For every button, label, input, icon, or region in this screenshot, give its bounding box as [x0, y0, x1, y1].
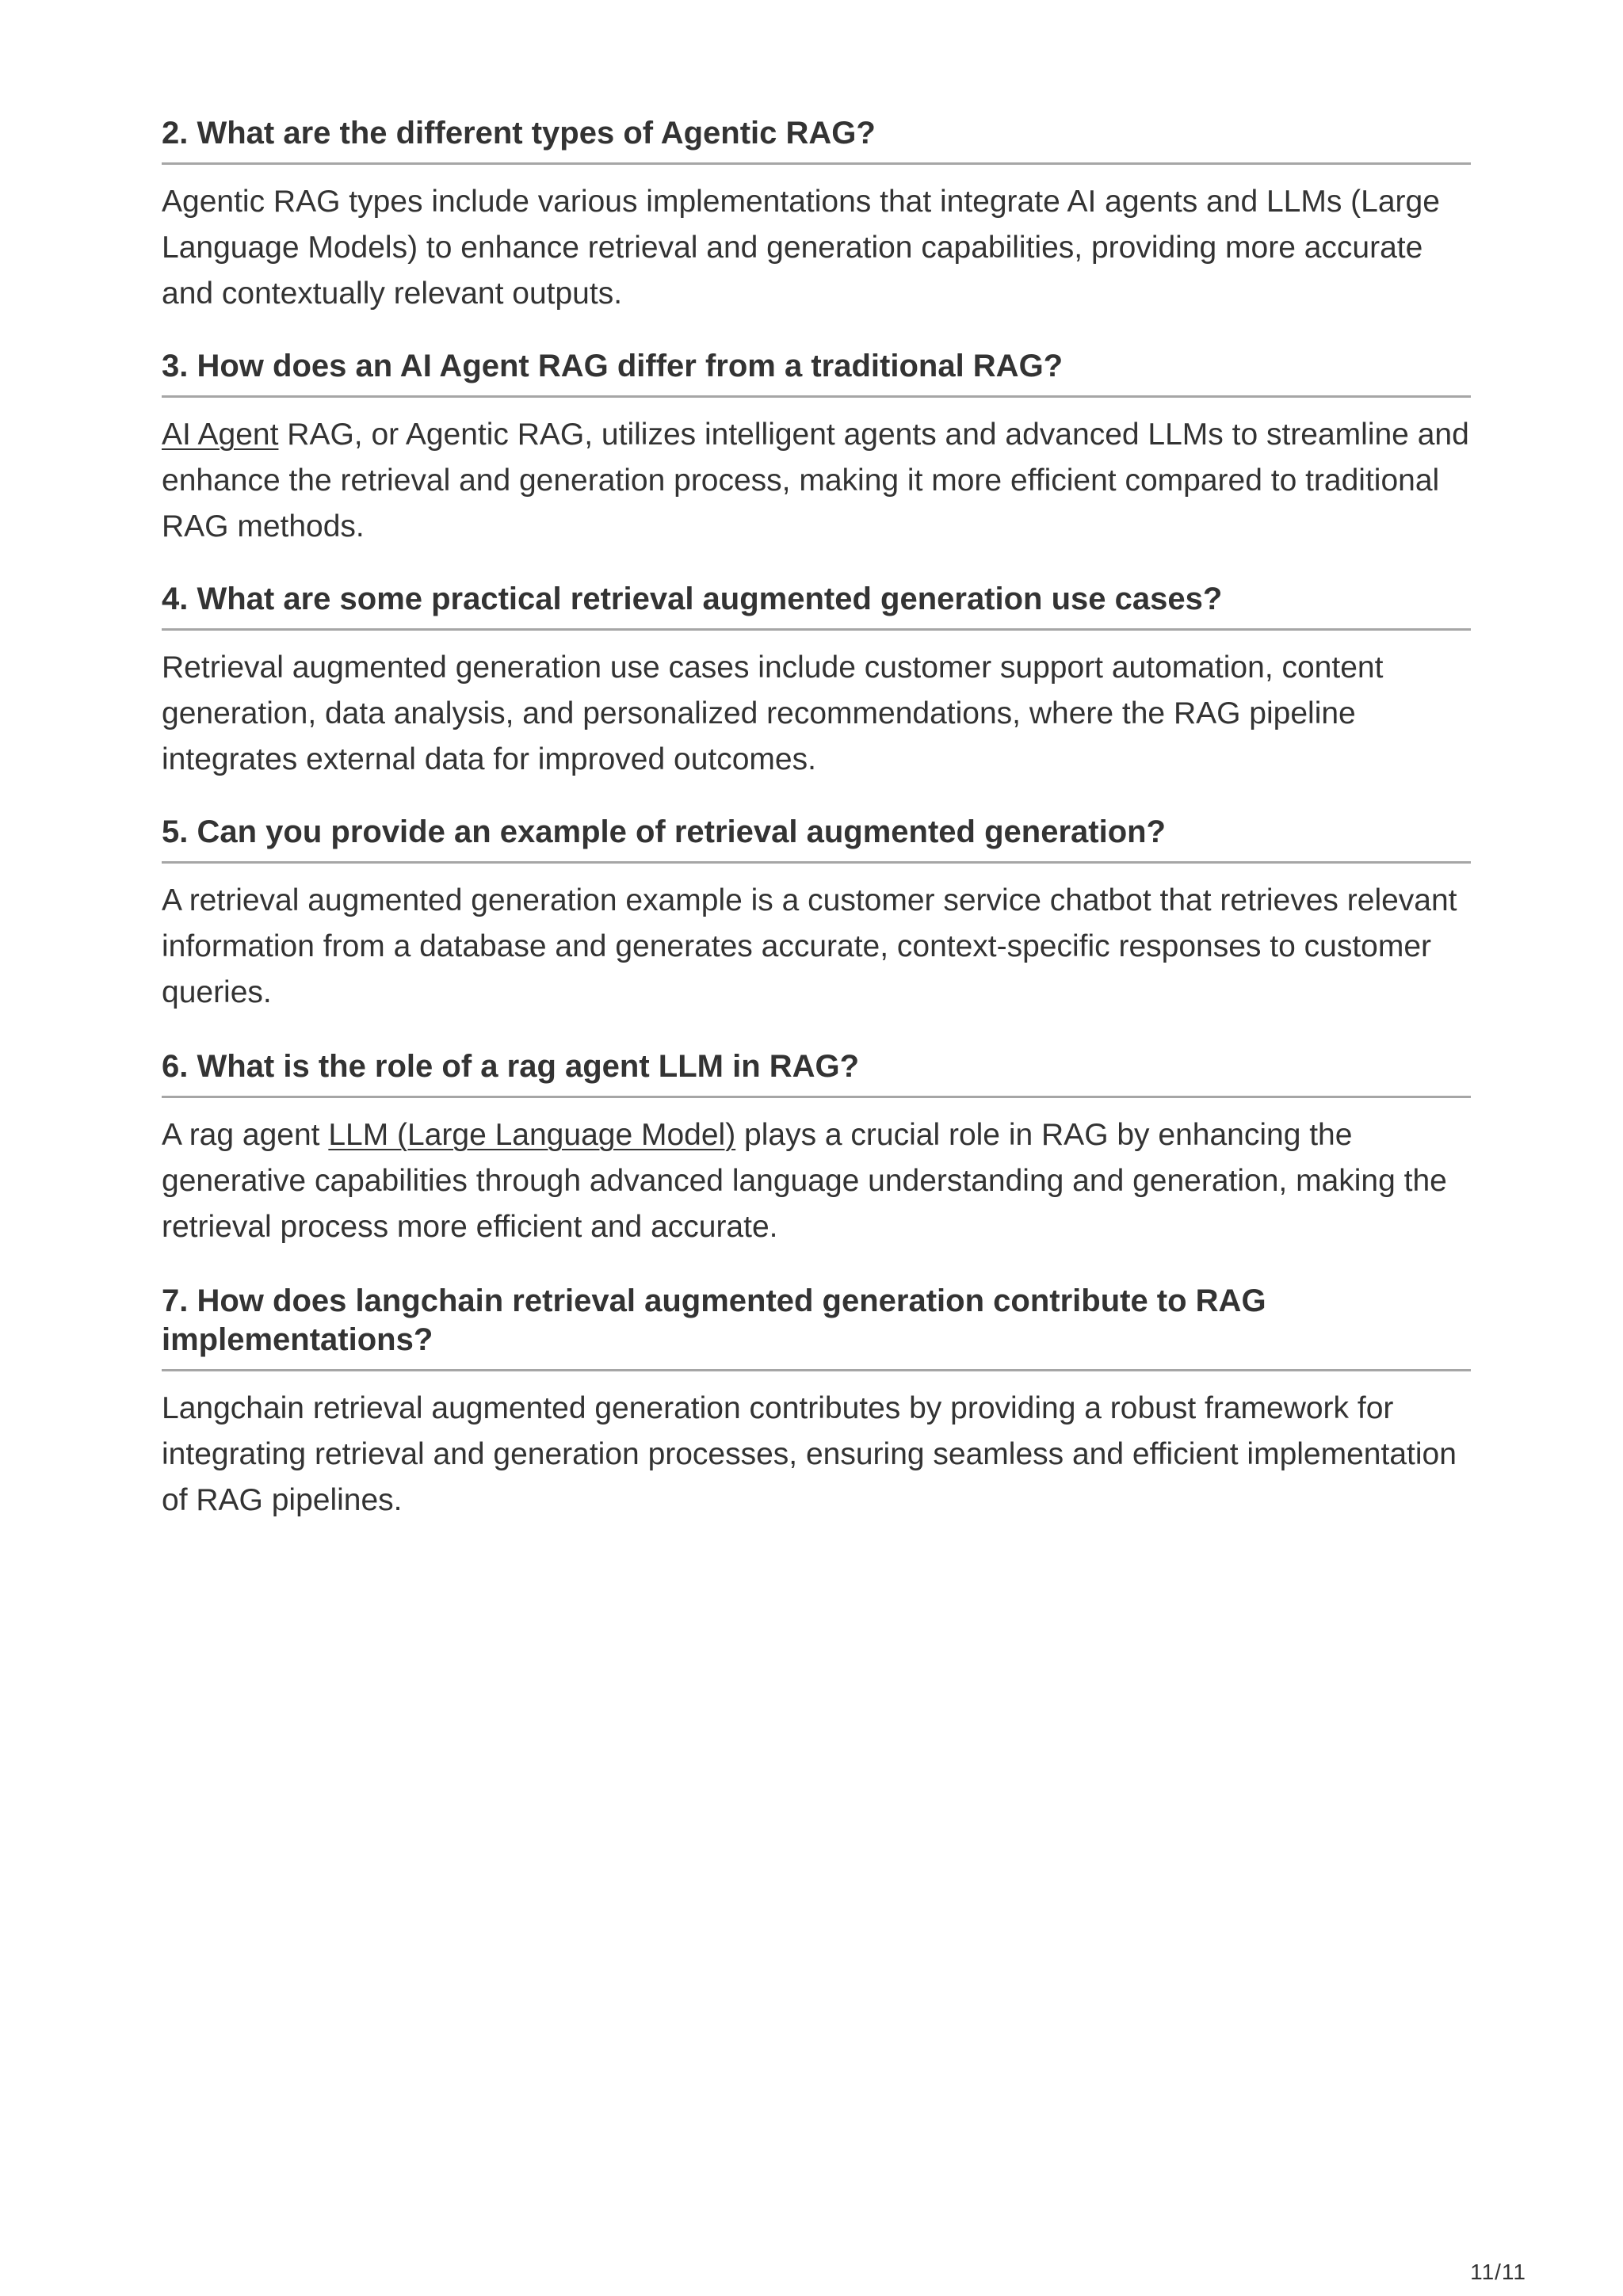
- faq-item: [162, 347, 1471, 550]
- faq-question: 2. What are the different types of Agentic RAG?: [162, 114, 1471, 165]
- faq-answer: Langchain retrieval augmented generation contributes by providing a robust framework for integrating retrieval and generation processes, ensuring seamless and efficient implementation of RAG pipelines.: [162, 1391, 1457, 1517]
- ai-agent-link[interactable]: AI Agent: [162, 418, 279, 452]
- faq-answer-text: A rag agent: [162, 1118, 329, 1152]
- faq-question: 4. What are some practical retrieval augmented generation use cases?: [162, 580, 1471, 631]
- llm-link[interactable]: LLM (Large Language Model): [328, 1118, 736, 1152]
- faq-content: [162, 0, 1471, 1524]
- faq-question: 6. What is the role of a rag agent LLM in RAG?: [162, 1047, 1471, 1098]
- faq-item: [162, 1282, 1471, 1524]
- faq-item: [162, 813, 1471, 1016]
- faq-answer: Agentic RAG types include various implementations that integrate AI agents and LLMs (Large Language Models) to enhance retrieval and generation capabilities, providing more accurate and contextually relevant outputs.: [162, 185, 1440, 311]
- faq-question: 7. How does langchain retrieval augmented generation contribute to RAG implementations?: [162, 1282, 1471, 1371]
- faq-answer: [162, 1112, 1471, 1250]
- faq-answer: Retrieval augmented generation use cases include customer support automation, content generation, data analysis, and personalized recommendations, where the RAG pipeline integrates external data for improved outcomes.: [162, 650, 1384, 776]
- page-number: 11/11: [1470, 2260, 1526, 2284]
- faq-item: [162, 114, 1471, 317]
- faq-item: [162, 1047, 1471, 1250]
- faq-question: 5. Can you provide an example of retrieval augmented generation?: [162, 813, 1471, 864]
- faq-answer-text: plays a crucial role in RAG by enhancing the generative capabilities through advanced language understanding and generation, making the retrieval process more efficient and accurate.: [162, 1118, 1447, 1244]
- faq-answer: [162, 412, 1471, 550]
- faq-item: [162, 580, 1471, 783]
- faq-answer: A retrieval augmented generation example is a customer service chatbot that retrieves relevant information from a database and generates accurate, context-specific responses to customer queries.: [162, 883, 1457, 1009]
- faq-question: 3. How does an AI Agent RAG differ from a traditional RAG?: [162, 347, 1471, 398]
- faq-answer-text: RAG, or Agentic RAG, utilizes intelligent agents and advanced LLMs to streamline and enhance the retrieval and generation process, making it more efficient compared to traditional RAG methods.: [162, 418, 1469, 543]
